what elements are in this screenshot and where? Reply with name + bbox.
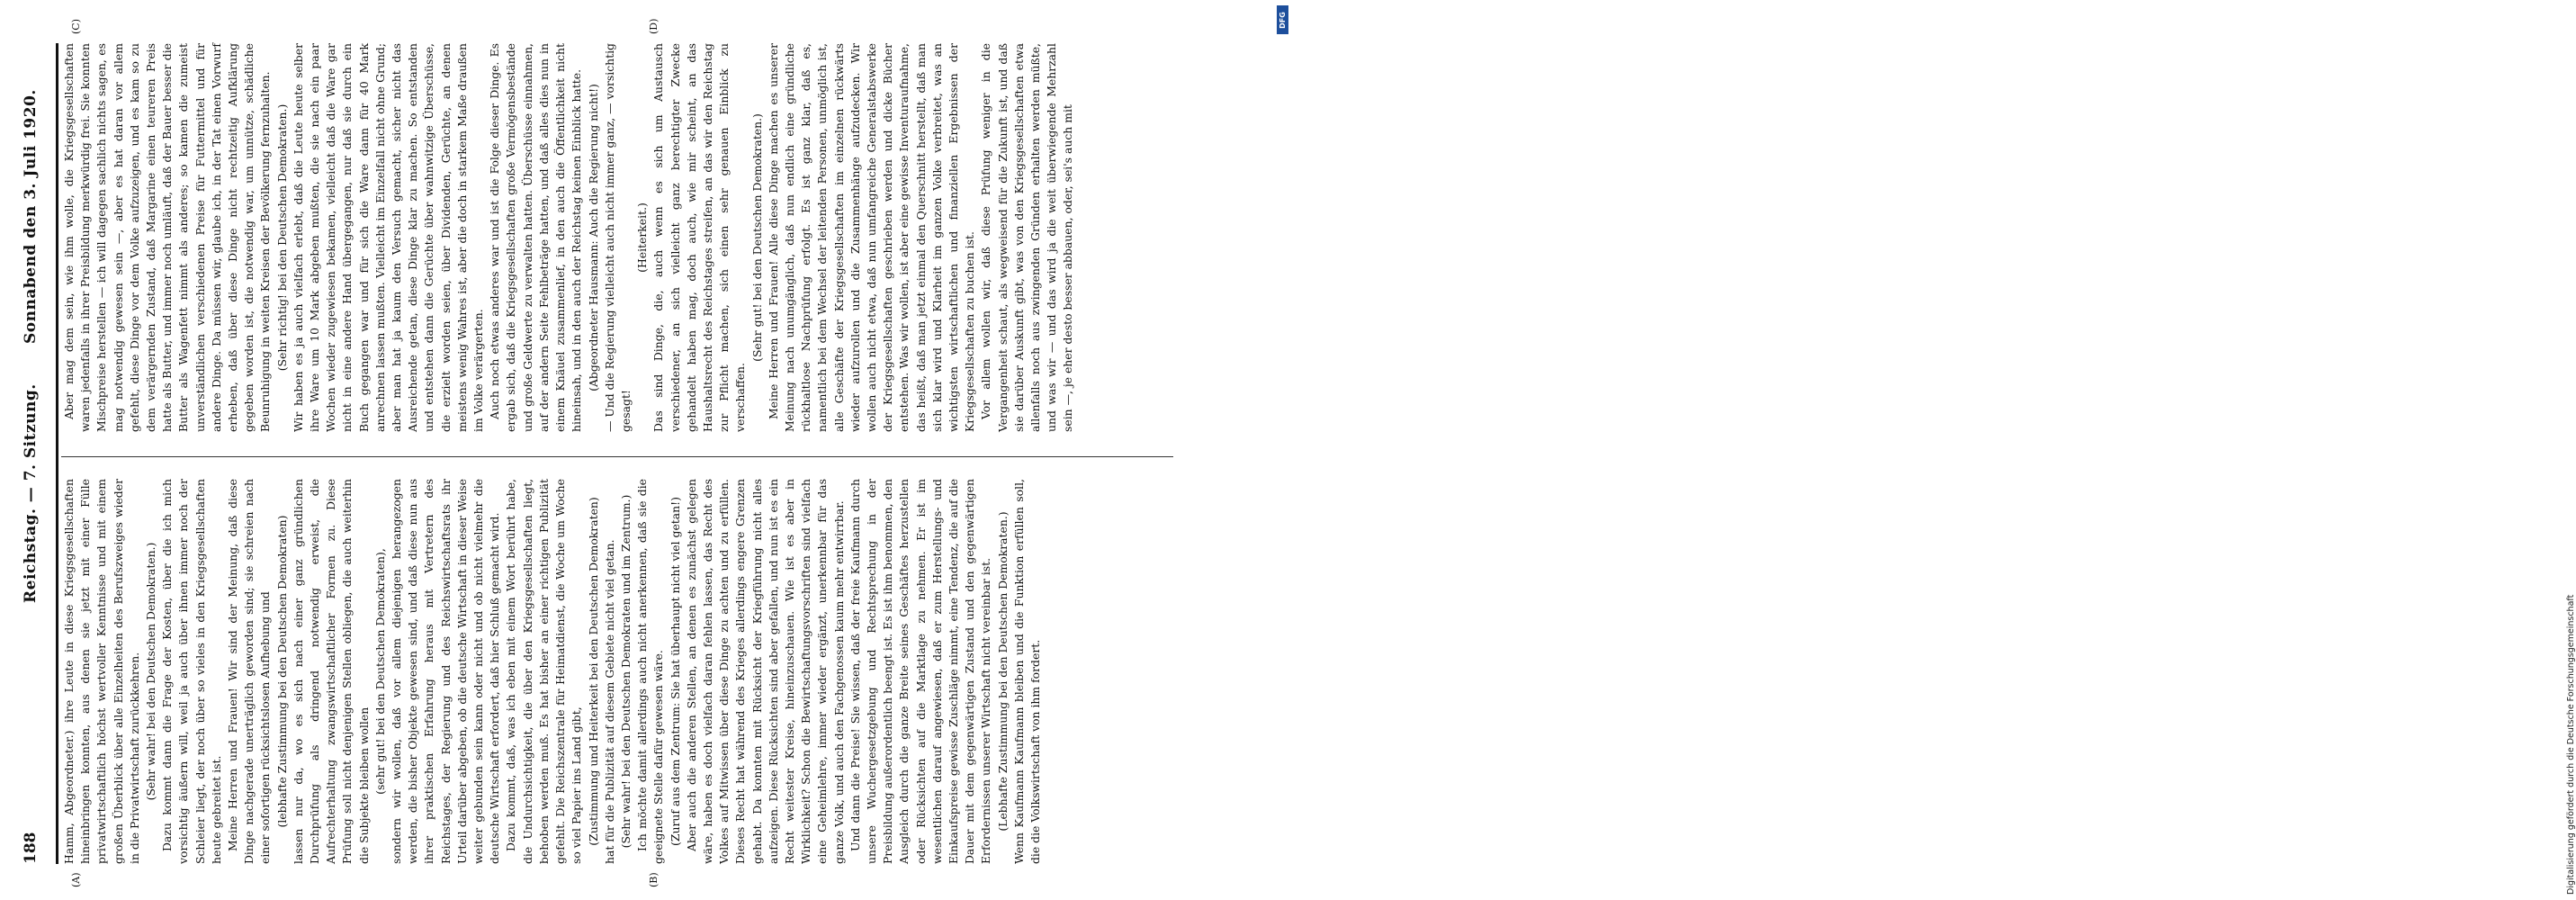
margin-mark-a: (A): [70, 872, 82, 887]
paragraph: Das sind Dinge, die, auch wenn es sich um Austausch verschiedener, an sich vielleicht ganz berechtigter Zwecke gehandelt haben mag, doch auch, wie mir scheint, an das Haushaltsrecht des Reichstages streifen, an das wir den Reichstag zur Pflicht machen, sich einen sehr genauen Einblick zu verschaffen.: [651, 43, 748, 432]
paragraph: hat für die Publizität auf diesem Gebiete nicht viel getan.: [602, 539, 616, 864]
paragraph: Wir haben es ja auch vielfach erlebt, daß die Leute heute selber ihre Ware um 10 Mark abgeben mußten, die sie nach ein paar Wochen wieder zugewiesen bekamen, vielleicht daß die Ware gar nicht in eine andere Hand übergegangen, nur daß sie durch ein Buch gegangen war und für sich die Ware dann für 40 Mark anrechnen lassen mußten. Vielleicht im Einzelfall nicht ohne Grund; aber man hat ja kaum den Versuch gemacht, sicher nicht das Ausreichende getan, diese Dinge klar zu machen. So entstanden und entstehen dann die Gerüchte über wahnwitzige Überschüsse, die erzielt worden seien, über Dividenden, Gerüchte, an denen meistens wenig Wahres ist, aber die doch in starkem Maße draußen im Volke verärgerten.: [291, 43, 486, 432]
paragraph: Dazu kommt dann die Frage der Kosten, über die ich mich vorsichtig äußern will, weil ja auch über ihnen immer noch der Schleier liegt, der noch über so vieles in den Kriegsgesellschaften heute gebreitet ist.: [160, 479, 223, 864]
left-text-column: [61, 479, 1173, 864]
paragraph: Dazu kommt, daß, was ich eben mit einem Wort berührt habe, die Undurchsichtigkeit, die über den Kriegsgesellschaften liegt, behoben werden muß. Es hat bisher an einer richtigen Publizität gefehlt. Die Reichszentrale für Heimatdienst, die Woche um Woche so viel Papier ins Land gibt,: [504, 479, 584, 864]
interjection: (Zuruf aus dem Zentrum: Sie hat überhaupt nicht viel getan!): [668, 497, 682, 846]
running-head: Reichstag. — 7. Sitzung.: [22, 383, 40, 603]
paragraph: sondern wir wollen, daß vor allem diejenigen herangezogen werden, die bisher Objekte gewesen sind, und daß diese nun aus ihrer praktischen Erfahrung heraus mit Vertretern des Reichstages, der Regierung und des Reichswirtschaftsrats ihr Urteil darüber abgeben, ob die deutsche Wirtschaft in dieser Weise weiter gebunden sein kann oder nicht und ob nicht vielmehr die deutsche Wirtschaft erfordert, daß hier Schluß gemacht wird.: [390, 479, 502, 864]
paragraph: — Und die Regierung vielleicht auch nicht immer ganz, — vorsichtig gesagt!: [602, 43, 633, 432]
paragraph: Wenn Kaufmann Kaufmann bleiben und die Funktion erfüllen soll, die die Volkswirtschaft von ihm fordert.: [1011, 479, 1042, 864]
digitization-credit: Digitalisierung gefördert durch die Deutsche Forschungsgemeinschaft: [2566, 594, 2576, 895]
paragraph: Aber mag dem sein, wie ihm wolle, die Kriegsgesellschaften waren jedenfalls in ihrer Preisbildung merkwürdig frei. Sie konnten Mischpreise herstellen — ich will dagegen sachlich nichts sagen, es mag notwendig gewesen sein —, aber es hat daran vor allem gefehlt, diese Dinge vor dem Volke aufzuzeigen, und es kam so zu dem verärgernden Zustand, daß Margarine einen teureren Preis hatte als Butter, und immer noch umläuft, daß der Bauer besser die Butter als Wagenfett nimmt als anderes; so kamen die zumeist unverständlichen verschiedenen Preise für Futtermittel und für andere Dinge. Da müssen wir, glaube ich, in der Tat einen Vorwurf erheben, daß über diese Dinge nicht rechtzeitig Aufklärung gegeben worden ist, die notwendig war, um unnütze, schädliche Beunruhigung in weiten Kreisen der Bevölkerung fernzuhalten.: [62, 43, 273, 432]
interjection: (sehr gut! bei den Deutschen Demokraten),: [372, 548, 387, 795]
right-text-column: [61, 43, 1173, 432]
paragraph: lassen nur da, wo es sich nach einer ganz gründlichen Durchprüfung als dringend notwendig erweist, die Aufrechterhaltung zwangswirtschaftlicher Formen zu. Diese Prüfung soll nicht denjenigen Stellen obliegen, die auch weiterhin die Subjekte bleiben wollen: [291, 479, 371, 864]
interjection: (lebhafte Zustimmung bei den Deutschen Demokraten): [274, 515, 289, 828]
interjection: (Heiterkeit.): [635, 202, 650, 273]
interjection: (Sehr wahr! bei den Deutschen Demokraten und im Zentrum.): [618, 494, 633, 849]
paragraph: Vor allem wollen wir, daß diese Prüfung weniger in die Vergangenheit schaut, als wegweisend für die Zukunft ist, und daß sie darüber Auskunft gibt, was von den Kriegsgesellschaften etwa allenfalls noch aus zwingenden Gründen erhalten werden müßte, und was wir — und das wird ja die weit überwiegende Mehrzahl sein —, je eher desto besser abbauen, oder, sei's auch mit: [979, 43, 1075, 432]
interjection: (Sehr wahr! bei den Deutschen Demokraten.): [144, 542, 158, 801]
paragraph: Hamm, Abgeordneter.) ihre Leute in diese Kriegsgesellschaften hineinbringen konnten, aus denen sie jetzt mit einer Fülle privatwirtschaftlich höchst wertvoller Kenntnisse und mit einem großen Überblick über alle Einzelheiten des Berufszweiges wieder in die Privatwirtschaft zurückkehren.: [62, 479, 141, 864]
paragraph: Aber auch die anderen Stellen, an denen es zunächst gelegen wäre, haben es doch vielfach daran fehlen lassen, das Recht des Volkes auf Mitwissen über diese Dinge zu achten und zu erfüllen. Dieses Recht hat während des Krieges allerdings engere Grenzen gehabt. Da konnten mit Rücksicht der Kriegführung nicht alles aufzeigen. Diese Rücksichten sind aber gefallen, und nun ist es ein Recht weitester Kreise, hineinzuschauen. Wie ist es aber in Wirklichkeit? Schon die Bewirtschaftungsvorschriften sind vielfach eine Geheimlehre, immer wieder ergänzt, unerkennbar für das ganze Volk, und auch den Fachgenossen kaum mehr entwirrbar.: [684, 479, 846, 864]
interjection: (Abgeordneter Hausmann: Auch die Regierung nicht!): [586, 84, 600, 392]
interjection: (Sehr gut! bei den Deutschen Demokraten.): [749, 113, 764, 362]
paragraph: Meine Herren und Frauen! Wir sind der Meinung, daß diese Dinge nachgerade unerträglich geworden sind; sie schreien nach einer sofortigen rücksichtslosen Aufhebung und: [226, 479, 273, 864]
page-header: [0, 0, 65, 900]
dfg-logo-text: DFG: [1279, 11, 1288, 29]
session-date: Sonnabend den 3. Juli 1920.: [22, 89, 40, 344]
margin-mark-b: (B): [648, 872, 660, 887]
digitization-credit-bar: [1276, 0, 2576, 900]
interjection: (Sehr richtig! bei den Deutschen Demokraten.): [274, 104, 289, 372]
header-rule: [56, 43, 58, 864]
dfg-logo[interactable]: [1277, 5, 1288, 34]
paragraph: Und dann die Preise! Sie wissen, daß der freie Kaufmann durch unsere Wuchergesetzgebung und Rechtsprechung in der Preisbildung außerordentlich beengt ist. Es ist ihm benommen, den Ausgleich durch die ganze Breite seines Geschäftes herzustellen oder Rücksichten auf die Marktlage zu nehmen. Er ist im wesentlichen darauf angewiesen, daß er zum Herstellungs- und Einkaufspreise gewisse Zuschläge nimmt, eine Tendenz, die auf die Dauer mit dem gegenwärtigen Zustand und den gegenwärtigen Erfordernissen unserer Wirtschaft nicht vereinbar ist.: [848, 479, 993, 864]
interjection: (Zustimmung und Heiterkeit bei den Deutschen Demokraten): [586, 497, 600, 846]
column-divider: [61, 456, 1173, 457]
paragraph: Meine Herren und Frauen! Alle diese Dinge machen es unserer Meinung nach unumgänglich, daß nun endlich eine gründliche rückhaltlose Nachprüfung erfolgt. Es ist ganz klar, daß es, namentlich bei dem Wechsel der leitenden Personen, unmöglich ist, alle Geschäfte der Kriegsgesellschaften im einzelnen rückwärts wieder aufzurollen und die Zusammenhänge aufzudecken. Wir wollen auch nicht etwa, daß nun umfangreiche Generalstabswerke der Kriegsgesellschaften geschrieben werden und dicke Bücher entstehen. Was wir wollen, ist aber eine gewisse Inventuraufnahme, das heißt, daß man jetzt einmal den Querschnitt herstellt, daß man sich klar wird und Klarheit im ganzen Volke verbreitet, was an wichtigsten wirtschaftlichen und finanziellen Ergebnissen der Kriegsgesellschaften zu buchen ist.: [766, 43, 977, 432]
margin-mark-c: (C): [70, 19, 82, 34]
page-number: 188: [22, 832, 40, 864]
interjection: (Lebhafte Zustimmung bei den Deutschen Demokraten.): [995, 511, 1010, 832]
paragraph: Ich möchte damit allerdings auch nicht anerkennen, daß sie die geeignete Stelle dafür gewesen wäre.: [635, 479, 666, 864]
margin-mark-d: (D): [648, 18, 660, 34]
paragraph: Auch noch etwas anderes war und ist die Folge dieser Dinge. Es ergab sich, daß die Kriegsgesellschaften große Vermögensbestände und große Geldwerte zu verwalten hatten. Überschüsse einnahmen, auf der andern Seite Fehlbeträge hatten, und daß alles dies nun in einem Knäuel zusammenlief, in den auch die Öffentlichkeit nicht hineinsah, und in den auch der Reichstag keinen Einblick hatte.: [488, 43, 584, 432]
